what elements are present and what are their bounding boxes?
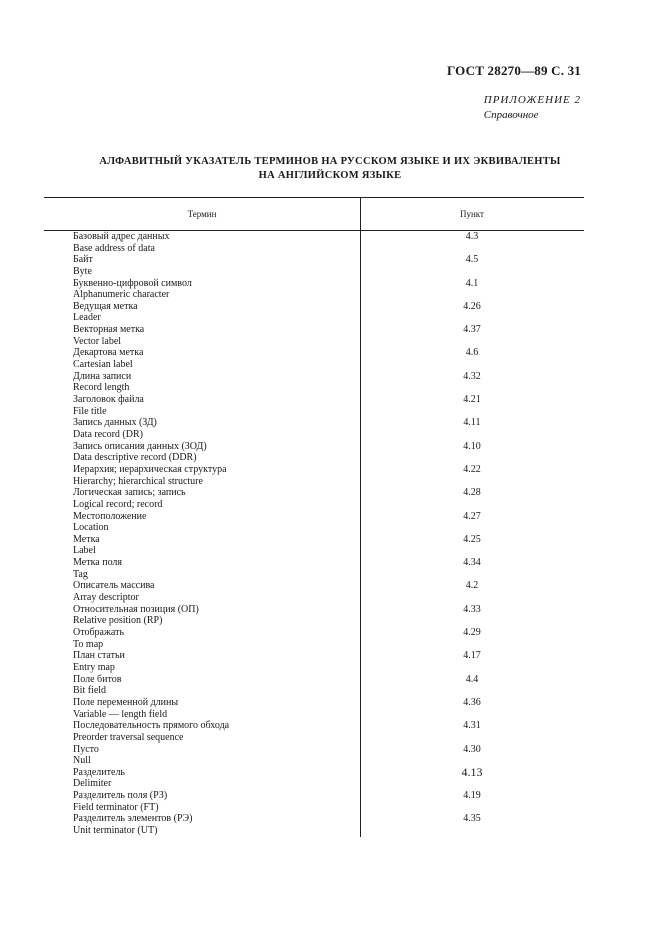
term-cell	[73, 720, 358, 743]
table-row	[44, 464, 584, 487]
term-english: Base address of data	[73, 242, 155, 254]
item-number: 4.26	[463, 300, 481, 312]
term-english: Null	[73, 755, 91, 767]
title-line-1: АЛФАВИТНЫЙ УКАЗАТЕЛЬ ТЕРМИНОВ НА РУССКОМ ЯЗЫКЕ И ИХ ЭКВИВАЛЕНТЫ	[99, 156, 561, 167]
term-russian: Метка	[73, 533, 100, 545]
item-number: 4.2	[465, 580, 479, 592]
table-row	[44, 744, 584, 767]
item-number: 4.1	[465, 277, 479, 289]
term-russian: Разделитель поля (РЗ)	[73, 790, 168, 802]
item-number: 4.36	[463, 696, 481, 708]
term-russian: Ведущая метка	[73, 300, 138, 312]
term-cell	[73, 557, 358, 580]
term-cell	[73, 744, 358, 767]
term-english: To map	[73, 638, 104, 650]
table-top-rule	[44, 197, 584, 198]
item-number: 4.35	[463, 813, 481, 825]
table-row	[44, 674, 584, 697]
term-english: Relative position (RP)	[73, 615, 163, 627]
page-title	[40, 155, 620, 183]
term-cell	[73, 534, 358, 557]
term-english: Entry map	[73, 661, 115, 673]
term-cell	[73, 371, 358, 394]
item-number: 4.30	[463, 743, 481, 755]
term-russian: Разделитель	[73, 766, 125, 778]
term-english: Vector label	[73, 335, 122, 347]
term-cell	[73, 487, 358, 510]
page-header: ГОСТ 28270—89 С. 31	[447, 63, 581, 78]
term-russian: Поле битов	[73, 673, 122, 685]
term-cell	[73, 790, 358, 813]
term-cell	[73, 627, 358, 650]
table-row	[44, 627, 584, 650]
term-russian: Векторная метка	[73, 324, 145, 336]
table-row	[44, 534, 584, 557]
item-number: 4.10	[463, 440, 481, 452]
term-cell	[73, 674, 358, 697]
term-russian: Местоположение	[73, 510, 147, 522]
table-row	[44, 231, 584, 254]
term-russian: Логическая запись; запись	[73, 487, 186, 499]
term-russian: Базовый адрес данных	[73, 231, 170, 242]
table-row	[44, 604, 584, 627]
term-russian: Иерархия; иерархическая структура	[73, 463, 227, 475]
item-number: 4.4	[465, 673, 479, 685]
term-english: Cartesian label	[73, 359, 133, 371]
term-english: Unit terminator (UT)	[73, 825, 158, 837]
term-russian: Байт	[73, 254, 93, 266]
appendix-label: ПРИЛОЖЕНИЕ 2	[483, 94, 581, 106]
table-row	[44, 557, 584, 580]
term-cell	[73, 231, 358, 254]
table-row	[44, 324, 584, 347]
column-header-item: Пункт	[459, 209, 484, 219]
term-russian: Длина записи	[73, 370, 132, 382]
term-english: Field terminator (FT)	[73, 801, 159, 813]
term-cell	[73, 650, 358, 673]
term-cell	[73, 511, 358, 534]
term-russian: Разделитель элементов (РЭ)	[73, 813, 193, 825]
term-cell	[73, 441, 358, 464]
term-cell	[73, 767, 358, 790]
term-russian: Отображать	[73, 627, 125, 639]
term-english: Data record (DR)	[73, 428, 143, 440]
term-russian: Заголовок файла	[73, 394, 144, 406]
item-number: 4.33	[463, 603, 481, 615]
item-number: 4.32	[463, 370, 481, 382]
appendix-label-block	[484, 93, 581, 123]
term-russian: Последовательность прямого обхода	[73, 720, 230, 732]
table-row	[44, 580, 584, 603]
term-cell	[73, 394, 358, 417]
term-russian: Запись данных (ЗД)	[73, 417, 157, 429]
column-header-term: Термин	[187, 209, 217, 219]
term-cell	[73, 324, 358, 347]
term-english: Hierarchy; hierarchical structure	[73, 475, 203, 487]
term-russian: Запись описания данных (ЗОД)	[73, 440, 207, 452]
item-number: 4.25	[463, 533, 481, 545]
title-line-2: НА АНГЛИЙСКОМ ЯЗЫКЕ	[258, 170, 402, 181]
term-cell	[73, 813, 358, 836]
term-english: Label	[73, 545, 96, 557]
item-number: 4.37	[463, 324, 481, 336]
term-english: Bit field	[73, 685, 107, 697]
term-english: Record length	[73, 382, 130, 394]
term-cell	[73, 417, 358, 440]
term-english: Variable — length field	[73, 708, 168, 720]
term-russian: Относительная позиция (ОП)	[73, 603, 199, 615]
item-number: 4.5	[465, 254, 479, 266]
table-row	[44, 511, 584, 534]
table-row	[44, 278, 584, 301]
term-russian: Декартова метка	[73, 347, 144, 359]
item-number: 4.22	[463, 463, 481, 475]
term-english: File title	[73, 405, 107, 417]
item-number: 4.11	[463, 417, 481, 429]
term-russian: Метка поля	[73, 557, 123, 569]
table-row	[44, 254, 584, 277]
term-english: Preorder traversal sequence	[73, 731, 184, 743]
appendix-type: Справочное	[483, 109, 539, 121]
item-number: 4.31	[463, 720, 481, 732]
term-russian: План статьи	[73, 650, 125, 662]
term-english: Tag	[73, 568, 88, 580]
term-english: Location	[73, 522, 109, 534]
term-russian: Буквенно-цифровой символ	[73, 277, 192, 289]
term-cell	[73, 604, 358, 627]
table-row	[44, 371, 584, 394]
table-row	[44, 764, 584, 790]
term-english: Data descriptive record (DDR)	[73, 452, 197, 464]
item-number: 4.17	[463, 650, 481, 662]
term-russian: Поле переменной длины	[73, 696, 179, 708]
item-number: 4.13	[461, 764, 483, 779]
table-row	[44, 813, 584, 836]
term-english: Leader	[73, 312, 101, 324]
term-cell	[73, 301, 358, 324]
item-number: 4.34	[463, 557, 481, 569]
table-row	[44, 487, 584, 510]
table-row	[44, 347, 584, 370]
term-english: Byte	[73, 265, 92, 277]
item-number: 4.27	[463, 510, 481, 522]
term-english: Array descriptor	[73, 592, 139, 604]
table-row	[44, 301, 584, 324]
term-cell	[73, 464, 358, 487]
item-number: 4.28	[463, 487, 481, 499]
item-number: 4.3	[465, 231, 479, 242]
term-cell	[73, 347, 358, 370]
term-cell	[73, 580, 358, 603]
term-english: Delimiter	[73, 778, 112, 790]
term-russian: Описатель массива	[73, 580, 155, 592]
term-cell	[73, 254, 358, 277]
table-row	[44, 790, 584, 813]
term-cell	[73, 278, 358, 301]
table-row	[44, 417, 584, 440]
term-english: Logical record; record	[73, 498, 163, 510]
table-body	[44, 231, 584, 837]
table-row	[44, 441, 584, 464]
table-row	[44, 394, 584, 417]
item-number: 4.19	[463, 790, 481, 802]
table-row	[44, 650, 584, 673]
item-number: 4.6	[465, 347, 479, 359]
term-english: Alphanumeric character	[73, 289, 170, 301]
table-row	[44, 720, 584, 743]
term-russian: Пусто	[73, 743, 99, 755]
item-number: 4.29	[463, 627, 481, 639]
item-number: 4.21	[463, 394, 481, 406]
table-row	[44, 697, 584, 720]
term-cell	[73, 697, 358, 720]
